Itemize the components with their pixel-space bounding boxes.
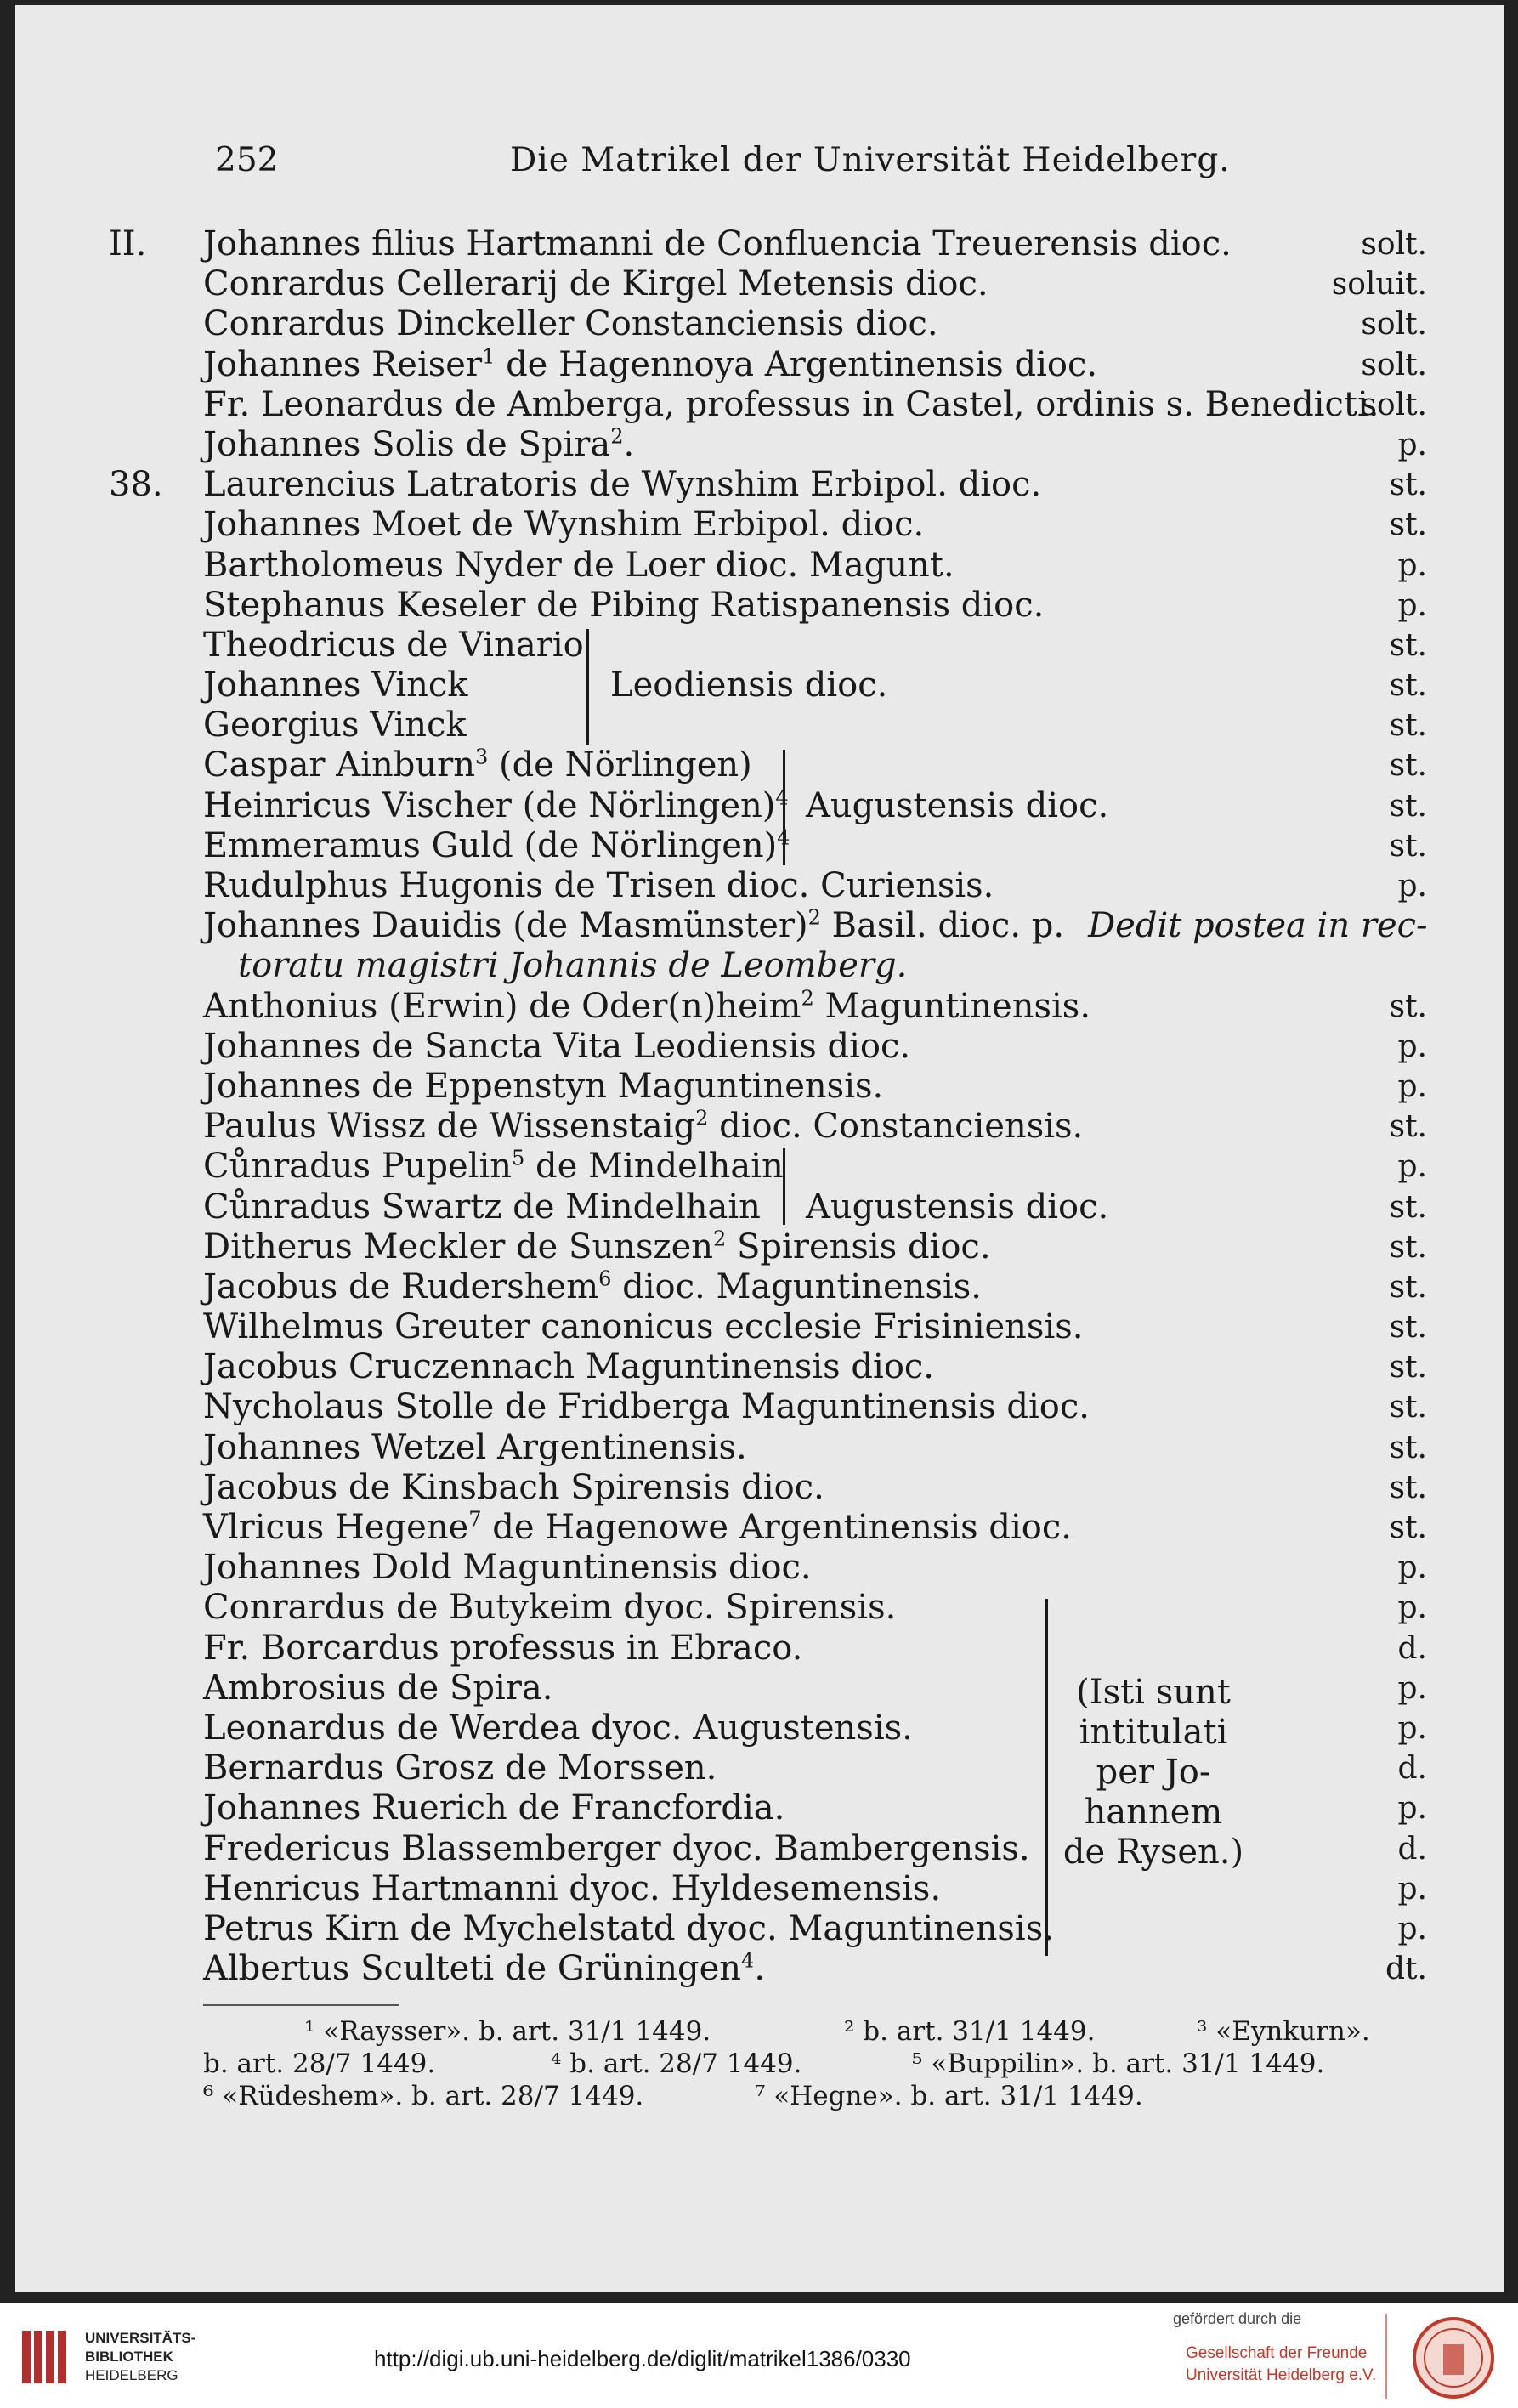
payment-status: st.: [1389, 467, 1427, 503]
payment-status: st.: [1389, 708, 1427, 744]
entry-text: Anthonius (Erwin) de Oder(n)heim: [203, 986, 801, 1026]
entry-text: Ambrosius de Spira.: [203, 1668, 553, 1708]
entry-name: [238, 946, 907, 986]
entry-name: [203, 1869, 941, 1909]
entry-name: [203, 1669, 552, 1708]
footnote-4: ⁴ b. art. 28/7 1449.: [551, 2048, 802, 2079]
payment-status: p.: [1397, 587, 1427, 623]
digitization-footer: [0, 2303, 1518, 2408]
payment-status: st.: [1389, 1430, 1427, 1465]
payment-status: p.: [1397, 1149, 1427, 1185]
payment-status: st.: [1389, 627, 1427, 663]
entry-name: [203, 666, 468, 705]
payment-status: st.: [1389, 989, 1427, 1024]
entry-text-rest: dioc. Maguntinensis.: [611, 1266, 983, 1306]
entry-name: [203, 1468, 824, 1508]
entry-name: [203, 1788, 784, 1828]
payment-status: d.: [1397, 1751, 1427, 1787]
entry-row: [15, 1067, 1504, 1107]
payment-status: soluit.: [1331, 267, 1427, 303]
entry-name: [203, 345, 1097, 385]
payment-status: p.: [1397, 1068, 1427, 1104]
entry-name: [203, 224, 1232, 264]
footer-divider: [1385, 2314, 1387, 2399]
entry-text-rest: de Hagenowe Argentinensis dioc.: [481, 1508, 1072, 1547]
entry-text: Bartholomeus Nyder de Loer dioc. Magunt.: [203, 545, 954, 585]
entry-name: [203, 1909, 1054, 1949]
entry-row: [15, 385, 1504, 425]
isti-line: de Rysen.): [1062, 1833, 1244, 1872]
entry-text: Cůnradus Pupelin: [203, 1147, 513, 1187]
entry-text-rest: de Mindelhain: [524, 1147, 784, 1187]
entry-text: Theodricus de Vinario: [203, 625, 584, 665]
entry-name: [203, 1708, 913, 1748]
entry-name: [203, 546, 954, 586]
isti-line: hannem: [1084, 1793, 1223, 1832]
entry-row: [15, 505, 1504, 545]
entry-name: [203, 1027, 910, 1067]
entry-name: [203, 425, 634, 465]
university-seal-icon: [1411, 2315, 1496, 2400]
entry-text-rest: Basil. dioc. p.: [820, 906, 1065, 946]
entry-text: Fr. Borcardus professus in Ebraco.: [203, 1628, 803, 1668]
entry-name: [203, 1187, 761, 1227]
payment-status: st.: [1389, 1390, 1427, 1425]
entry-row: [15, 1428, 1504, 1468]
entry-name: [203, 1227, 991, 1267]
scanned-page: [15, 5, 1504, 2292]
matriculation-list: [15, 224, 1504, 1989]
entry-text: Laurencius Latratoris de Wynshim Erbipol. dioc.: [203, 465, 1042, 505]
payment-status: st.: [1389, 1109, 1427, 1145]
entry-text: Caspar Ainburn: [203, 745, 475, 785]
entry-name: [203, 1267, 982, 1307]
entry-name: [203, 1508, 1072, 1548]
entry-text: Heinricus Vischer (de Nörlingen): [203, 785, 776, 825]
entry-text-rest: .: [754, 1949, 766, 1989]
library-logo-icon: [20, 2327, 71, 2387]
footnote-marker: 5: [512, 1146, 525, 1170]
entry-row: [15, 1949, 1504, 1989]
payment-status: p.: [1397, 547, 1427, 583]
entry-name: [203, 1347, 934, 1387]
footnote-6: ⁶ «Rüdeshem». b. art. 28/7 1449.: [203, 2081, 644, 2111]
payment-status: st.: [1389, 1310, 1427, 1346]
entry-name: [203, 1748, 717, 1788]
entry-name: [203, 1147, 784, 1187]
entry-name: [203, 705, 467, 745]
entry-name: [203, 586, 1044, 626]
entry-row: [15, 826, 1504, 866]
entry-name: [203, 1548, 812, 1588]
society-name: Gesellschaft der Freunde Universität Heidelberg e.V.: [1186, 2344, 1377, 2384]
brace-isti: [1045, 1599, 1048, 1956]
entry-name: [203, 264, 988, 304]
entry-row: [15, 1869, 1504, 1909]
entry-text: Johannes de Sancta Vita Leodiensis dioc.: [203, 1026, 911, 1066]
entry-row: [15, 465, 1504, 505]
source-url-link[interactable]: http://digi.ub.uni-heidelberg.de/diglit/matrikel1386/0330: [374, 2346, 911, 2371]
entry-row: [15, 1588, 1504, 1628]
entry-text: Paulus Wissz de Wissenstaig: [203, 1107, 696, 1147]
entry-text: Johannes de Eppenstyn Maguntinensis.: [203, 1066, 884, 1106]
payment-status: p.: [1397, 427, 1427, 462]
entry-name: [203, 1307, 1084, 1347]
payment-status: p.: [1397, 1710, 1427, 1746]
entry-row: [15, 666, 1504, 705]
entry-row: [15, 1027, 1504, 1067]
entry-row: [15, 586, 1504, 626]
payment-status: solt.: [1361, 227, 1427, 262]
entry-name: [203, 1387, 1090, 1427]
entry-name: [203, 505, 924, 545]
entry-name: [203, 1428, 747, 1468]
entry-name: [203, 826, 790, 866]
payment-status: solt.: [1361, 307, 1427, 343]
entry-name: [203, 745, 752, 785]
entry-name: [203, 1107, 1083, 1147]
footnote-1: ¹ «Raysser». b. art. 31/1 1449.: [304, 2016, 711, 2047]
isti-note: [1056, 1673, 1251, 1873]
payment-status: st.: [1389, 748, 1427, 784]
payment-status: p.: [1397, 1550, 1427, 1586]
entry-text: Fredericus Blassemberger dyoc. Bambergensis.: [203, 1828, 1030, 1868]
entry-row: [15, 866, 1504, 906]
entry-name: [203, 385, 1379, 425]
entry-text-rest: dioc. Constanciensis.: [708, 1107, 1084, 1147]
entry-text-rest: .: [623, 424, 635, 464]
entry-name: [203, 1588, 896, 1628]
diocese-group: Augustensis dioc.: [806, 785, 1109, 825]
entry-text: Jacobus de Kinsbach Spirensis dioc.: [203, 1467, 824, 1507]
payment-status: st.: [1389, 828, 1427, 864]
payment-status: st.: [1389, 507, 1427, 543]
entry-name: [203, 987, 1090, 1027]
payment-status: st.: [1389, 1189, 1427, 1225]
entry-row: [15, 987, 1504, 1027]
entry-text: Petrus Kirn de Mychelstatd dyoc. Maguntinensis.: [203, 1908, 1054, 1948]
entry-name: [203, 906, 1428, 946]
entry-text: Johannes Wetzel Argentinensis.: [203, 1427, 747, 1467]
brace-augustensis-1: [783, 750, 785, 865]
entry-row: [15, 626, 1504, 666]
entry-row: [15, 1708, 1504, 1748]
entry-text-rest: Maguntinensis.: [813, 986, 1091, 1026]
entry-number: II.: [109, 224, 147, 263]
brace-augustensis-2: [783, 1148, 785, 1225]
payment-status: st.: [1389, 1350, 1427, 1385]
entry-note: Dedit postea in rec-: [1088, 906, 1428, 946]
footnote-marker: 6: [598, 1266, 612, 1291]
running-title: Die Matrikel der Universität Heidelberg.: [510, 141, 1231, 179]
entry-row: [15, 1468, 1504, 1508]
entry-row: [15, 224, 1504, 264]
entry-row: [15, 1548, 1504, 1588]
brace-leodiensis: [586, 629, 589, 745]
entry-number: 38.: [109, 465, 163, 505]
page-header: [15, 141, 1504, 184]
entry-row: [15, 1909, 1504, 1949]
entry-text: Fr. Leonardus de Amberga, professus in Castel, ordinis s. Benedicti.: [203, 384, 1379, 424]
entry-row: [15, 1669, 1504, 1708]
payment-status: p.: [1397, 1590, 1427, 1626]
footnote-marker: 4: [775, 785, 789, 810]
entry-text-rest: de Hagennoya Argentinensis dioc.: [495, 344, 1098, 384]
entry-text: Vlricus Hegene: [203, 1508, 469, 1547]
entry-row: [15, 906, 1504, 946]
entry-row: [15, 1187, 1504, 1227]
entry-row: [15, 1748, 1504, 1788]
entry-text: Conrardus Cellerarij de Kirgel Metensis dioc.: [203, 264, 988, 304]
entry-text: Johannes Dold Maguntinensis dioc.: [203, 1548, 812, 1588]
entry-text: Emmeramus Guld (de Nörlingen): [203, 825, 778, 865]
entry-text-rest: Spirensis dioc.: [726, 1227, 991, 1266]
payment-status: d.: [1397, 1630, 1427, 1666]
entry-text: Johannes filius Hartmanni de Confluencia Treuerensis dioc.: [203, 224, 1232, 263]
entry-text: Georgius Vinck: [203, 705, 467, 745]
entry-text: Albertus Sculteti de Grüningen: [203, 1949, 742, 1989]
entry-row: [15, 425, 1504, 465]
entry-row: [15, 705, 1504, 745]
payment-status: d.: [1397, 1831, 1427, 1867]
entry-text: Johannes Dauidis (de Masmünster): [203, 906, 808, 946]
footnote-marker: 2: [713, 1227, 727, 1251]
library-name: UNIVERSITÄTS- BIBLIOTHEK HEIDELBERG: [85, 2330, 196, 2383]
payment-status: p.: [1397, 1791, 1427, 1827]
payment-status: p.: [1397, 1911, 1427, 1946]
entry-text: Johannes Solis de Spira: [203, 424, 611, 464]
entry-name: [203, 1949, 765, 1989]
entry-text: Conrardus Dinckeller Constanciensis dioc.: [203, 304, 938, 344]
sponsor-label: gefördert durch die: [1173, 2310, 1302, 2327]
entry-row: [15, 1227, 1504, 1267]
entry-row: [15, 345, 1504, 385]
entry-name: [203, 1067, 883, 1107]
entry-row: [15, 1147, 1504, 1187]
entry-text: Rudulphus Hugonis de Trisen dioc. Curiensis.: [203, 866, 994, 905]
entry-row: [15, 1788, 1504, 1828]
entry-row: [15, 1267, 1504, 1307]
payment-status: solt.: [1361, 387, 1427, 422]
footnote-marker: 7: [468, 1507, 482, 1532]
entry-name: [203, 465, 1041, 505]
footnote-7: ⁷ «Hegne». b. art. 31/1 1449.: [755, 2081, 1143, 2111]
isti-line: (Isti sunt: [1076, 1673, 1231, 1712]
footnote-2: ² b. art. 31/1 1449.: [844, 2016, 1096, 2047]
entry-row: [15, 1629, 1504, 1669]
entry-row: [15, 1387, 1504, 1427]
entry-row: [15, 1107, 1504, 1147]
payment-status: st.: [1389, 668, 1427, 704]
diocese-group: Leodiensis dioc.: [610, 666, 888, 705]
payment-status: st.: [1389, 1470, 1427, 1505]
payment-status: dt.: [1385, 1952, 1427, 1987]
entry-text: Johannes Reiser: [203, 344, 483, 384]
entry-text-rest: (de Nörlingen): [488, 745, 752, 785]
diocese-group: Augustensis dioc.: [806, 1187, 1109, 1227]
footnote-marker: 4: [741, 1948, 755, 1973]
footnote-marker: 4: [777, 825, 790, 850]
entry-text: Stephanus Keseler de Pibing Ratispanensis dioc.: [203, 585, 1045, 625]
payment-status: p.: [1397, 1028, 1427, 1064]
entry-note: toratu magistri Johannis de Leomberg.: [238, 946, 908, 986]
entry-text: Ditherus Meckler de Sunszen: [203, 1227, 714, 1266]
payment-status: st.: [1389, 1229, 1427, 1265]
entry-text: Jacobus de Rudershem: [203, 1266, 599, 1306]
entry-text: Johannes Moet de Wynshim Erbipol. dioc.: [203, 505, 925, 545]
footnote-marker: 2: [807, 905, 821, 930]
entry-row: [15, 546, 1504, 586]
footnote-rule: [203, 2004, 399, 2006]
isti-line: per Jo-: [1096, 1753, 1211, 1792]
footnote-marker: 1: [482, 344, 496, 369]
payment-status: p.: [1397, 1871, 1427, 1907]
payment-status: solt.: [1361, 347, 1427, 382]
isti-line: intitulati: [1079, 1713, 1228, 1752]
entry-name: [203, 626, 584, 666]
entry-text: Henricus Hartmanni dyoc. Hyldesemensis.: [203, 1868, 942, 1908]
entry-name: [203, 304, 938, 344]
entry-name: [203, 1629, 802, 1669]
entry-text: Leonardus de Werdea dyoc. Augustensis.: [203, 1708, 913, 1748]
entry-row: [15, 1347, 1504, 1387]
entry-text: Johannes Vinck: [203, 666, 468, 705]
payment-status: st.: [1389, 788, 1427, 824]
payment-status: p.: [1397, 1670, 1427, 1706]
footnote-marker: 2: [695, 1106, 709, 1130]
entry-text: Johannes Ruerich de Francfordia.: [203, 1788, 785, 1828]
entry-row: [15, 745, 1504, 785]
entry-row: [15, 1307, 1504, 1347]
entry-row: [15, 1508, 1504, 1548]
payment-status: p.: [1397, 869, 1427, 904]
footnote-marker: 2: [801, 986, 814, 1011]
entry-name: [203, 866, 994, 906]
entry-row: [15, 304, 1504, 344]
entry-row: [15, 786, 1504, 826]
footnote-marker: 2: [610, 424, 624, 449]
footnote-marker: 3: [474, 745, 489, 770]
entry-row: [15, 946, 1504, 986]
entry-text: Wilhelmus Greuter canonicus ecclesie Frisiniensis.: [203, 1307, 1084, 1347]
entry-text: Bernardus Grosz de Morssen.: [203, 1748, 717, 1788]
footnote-5: ⁵ «Buppilin». b. art. 31/1 1449.: [912, 2048, 1325, 2079]
entry-row: [15, 264, 1504, 304]
entry-text: Nycholaus Stolle de Fridberga Maguntinensis dioc.: [203, 1387, 1090, 1427]
entry-text: Jacobus Cruczennach Maguntinensis dioc.: [203, 1347, 935, 1387]
entry-row: [15, 1829, 1504, 1869]
entry-name: [203, 786, 789, 826]
entry-text: Cůnradus Swartz de Mindelhain: [203, 1187, 761, 1227]
footnote-3-cont: b. art. 28/7 1449.: [203, 2048, 436, 2079]
page-number: 252: [215, 141, 279, 179]
footnote-3: ³ «Eynkurn».: [1197, 2016, 1370, 2047]
payment-status: st.: [1389, 1510, 1427, 1545]
entry-text: Conrardus de Butykeim dyoc. Spirensis.: [203, 1588, 897, 1628]
entry-name: [203, 1829, 1030, 1869]
payment-status: st.: [1389, 1269, 1427, 1305]
